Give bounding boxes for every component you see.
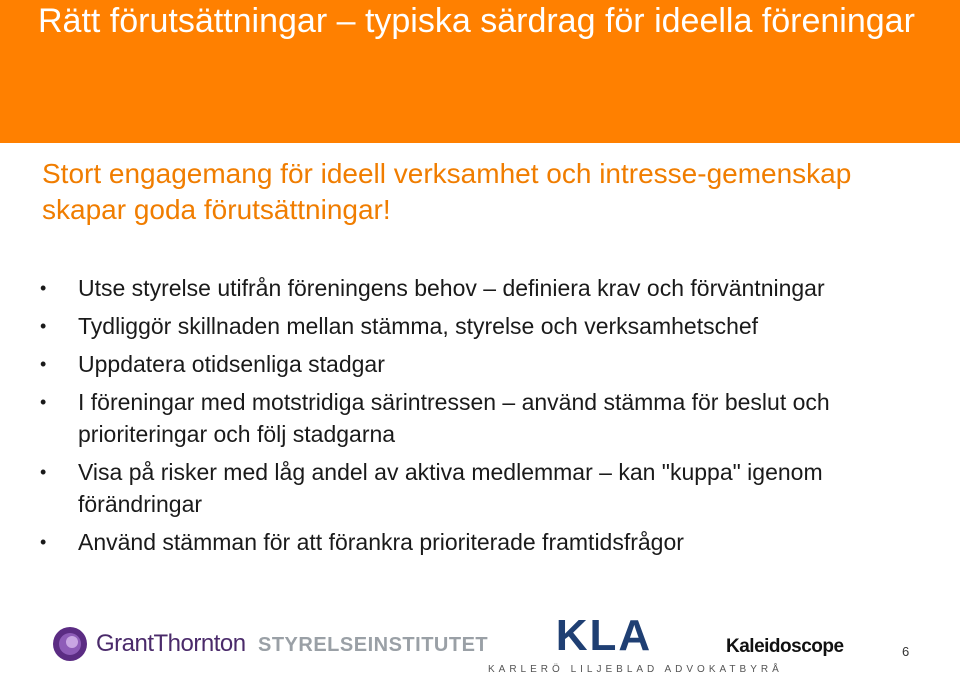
grant-thornton-wordmark: GrantThornton — [96, 630, 246, 657]
styrelseinstitutet-logo — [258, 634, 488, 657]
bullet-item — [40, 272, 920, 304]
grant-thornton-logo — [52, 626, 246, 662]
bullet-dot: • — [40, 532, 47, 552]
bullet-item — [40, 386, 920, 450]
page-number: 6 — [902, 644, 910, 659]
styrelseinstitutet-wordmark: STYRELSEINSTITUTET — [258, 634, 489, 656]
bullet-list — [40, 272, 920, 564]
kaleidoscope-logo: Kaleidoscope — [726, 636, 844, 657]
kla-wordmark: KLA — [555, 611, 653, 660]
bullet-dot: • — [40, 392, 47, 412]
bullet-dot: • — [40, 462, 47, 482]
bullet-text: Uppdatera otidsenliga stadgar — [78, 351, 385, 377]
grant-thornton-mark-icon — [52, 626, 88, 662]
bullet-item — [40, 348, 920, 380]
bullet-dot: • — [40, 354, 47, 374]
bullet-text: Visa på risker med låg andel av aktiva medlemmar – kan "kuppa" igenom förändringar — [78, 459, 823, 517]
bullet-text: Använd stämman för att förankra prioriterade framtidsfrågor — [78, 529, 684, 555]
bullet-item — [40, 456, 920, 520]
bullet-text: I föreningar med motstridiga särintressen – använd stämma för beslut och prioriteringar och följ stadgarna — [78, 389, 830, 447]
bullet-item — [40, 526, 920, 558]
bullet-text: Tydliggör skillnaden mellan stämma, styrelse och verksamhetschef — [78, 313, 759, 339]
bullet-dot: • — [40, 316, 47, 336]
bullet-item — [40, 310, 920, 342]
slide-title: Rätt förutsättningar – typiska särdrag för ideella föreningar — [38, 2, 915, 40]
kla-subtitle: KARLERÖ LILJEBLAD ADVOKATBYRÅ — [488, 664, 783, 675]
slide-subtitle: Stort engagemang för ideell verksamhet och intresse-gemenskap skapar goda förutsättningar! — [42, 158, 852, 225]
kla-logo — [488, 611, 783, 675]
bullet-text: Utse styrelse utifrån föreningens behov – definiera krav och förväntningar — [78, 275, 825, 301]
bullet-dot: • — [40, 278, 47, 298]
footer-logos — [0, 612, 960, 674]
